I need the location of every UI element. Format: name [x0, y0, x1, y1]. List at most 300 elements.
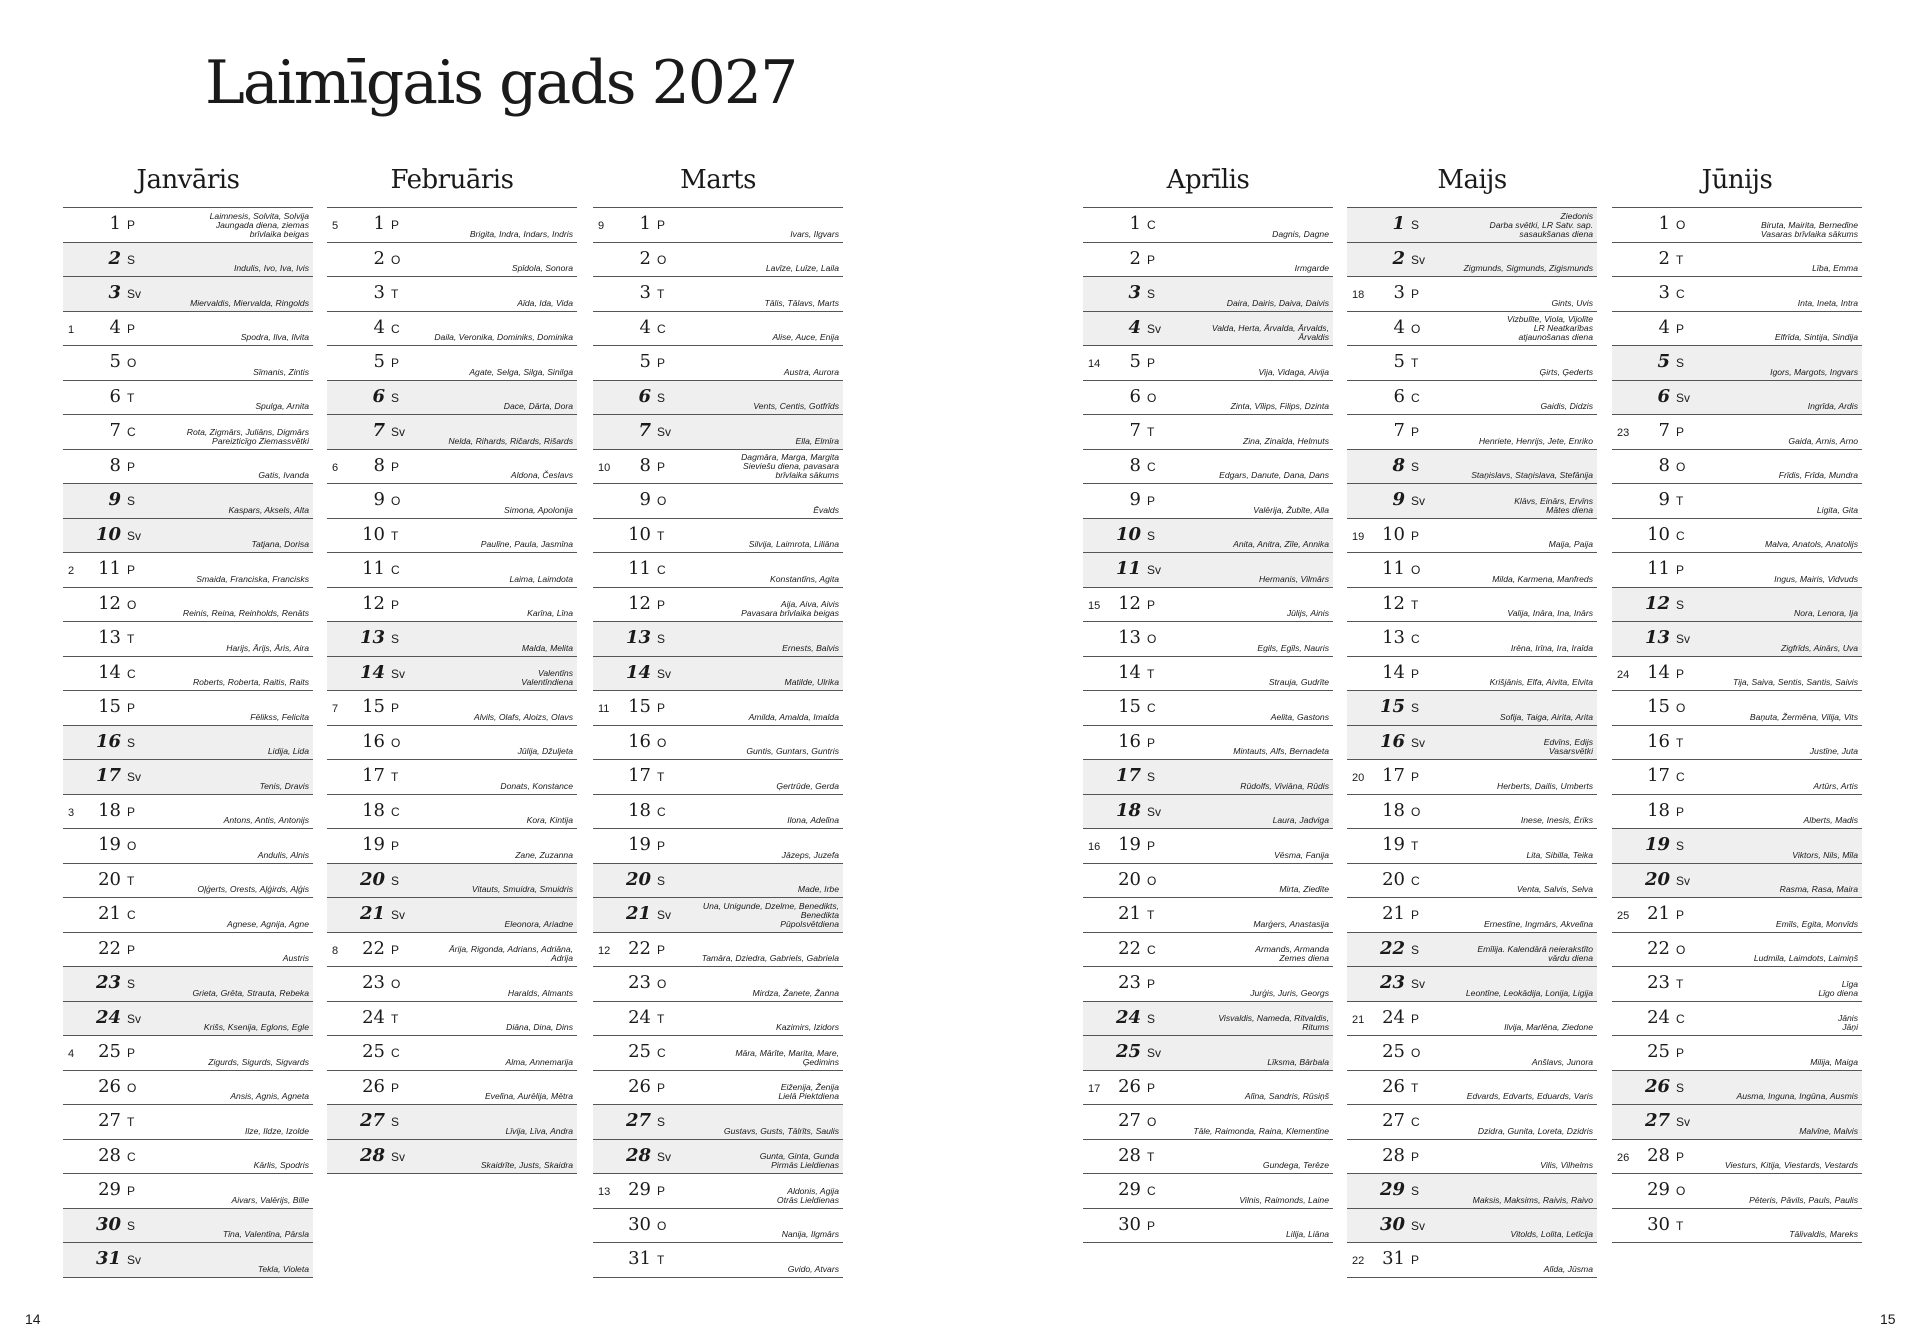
day-number: 15: [98, 696, 121, 717]
weekday-abbr: O: [1676, 218, 1686, 232]
weekday-abbr: O: [127, 839, 137, 853]
day-row: [1347, 933, 1597, 968]
day-number: 15: [628, 696, 651, 717]
name-day-text: Silvija, Laimrota, Liliāna: [748, 539, 839, 549]
day-number: 28: [625, 1144, 651, 1166]
weekday-abbr: S: [657, 390, 666, 405]
weekday-abbr: P: [391, 1080, 400, 1095]
day-number: 20: [359, 868, 385, 890]
weekday-abbr: P: [127, 701, 136, 715]
name-day-text: Tīna, Valentīna, Pārsla: [222, 1229, 309, 1239]
name-day-text: Inta, Ineta, Intra: [1797, 297, 1858, 308]
day-number: 30: [1118, 1213, 1141, 1235]
weekday-abbr: P: [391, 839, 400, 853]
day-row: [593, 795, 843, 830]
week-number: 20: [1352, 772, 1365, 784]
day-number: 8: [373, 454, 385, 476]
month-name: Janvāris: [136, 165, 240, 195]
day-number: 8: [1658, 454, 1670, 476]
day-number: 16: [1647, 730, 1670, 752]
day-row: [593, 1036, 843, 1071]
day-row: [1083, 657, 1333, 692]
day-number: 19: [362, 834, 385, 855]
name-day-text: Ģirts, Ģederts: [1539, 366, 1593, 377]
weekday-abbr: P: [1411, 770, 1420, 784]
weekday-abbr: T: [1411, 356, 1419, 370]
name-day-text: Aldonis, Agija Otrās Lieldienas: [776, 1185, 839, 1205]
day-row: [593, 1243, 843, 1278]
day-number: 19: [1644, 834, 1670, 855]
name-day-text: Marģers, Anastasija: [1253, 918, 1329, 929]
name-day-text: Agnese, Agnija, Agne: [226, 918, 309, 929]
weekday-abbr: P: [1147, 494, 1156, 508]
weekday-abbr: P: [657, 356, 666, 370]
week-number: 1: [68, 323, 75, 336]
day-row: [593, 864, 843, 899]
week-number: 8: [332, 944, 339, 957]
name-day-text: Igors, Margots, Ingvars: [1770, 366, 1858, 377]
day-row: [327, 312, 577, 347]
day-number: 7: [1393, 420, 1405, 441]
day-row: [327, 829, 577, 864]
week-number: 22: [1352, 1255, 1365, 1267]
day-row: [327, 1071, 577, 1106]
day-number: 18: [628, 799, 651, 821]
day-number: 26: [98, 1075, 121, 1097]
weekday-abbr: C: [127, 908, 136, 922]
weekday-abbr: T: [657, 287, 665, 301]
name-day-text: Elfrīda, Sintija, Sindija: [1774, 332, 1858, 342]
day-row: [1347, 657, 1597, 692]
name-day-text: Laura, Jadviga: [1272, 815, 1329, 825]
weekday-abbr: O: [1676, 459, 1686, 474]
day-row: [63, 1209, 313, 1244]
name-day-text: Gints, Uvis: [1551, 297, 1593, 308]
day-row: [593, 933, 843, 968]
page-number-right: 15: [1880, 1311, 1896, 1327]
day-list: [1347, 207, 1597, 1278]
day-row: [1347, 553, 1597, 588]
name-day-text: Tamāra, Dziedra, Gabriels, Gabriela: [701, 953, 839, 963]
day-row: [327, 622, 577, 657]
weekday-abbr: O: [391, 494, 401, 508]
day-number: 6: [109, 385, 121, 407]
weekday-abbr: T: [127, 1115, 135, 1129]
day-number: 18: [362, 799, 385, 821]
name-day-text: Jānis Jāņi: [1837, 1013, 1858, 1032]
name-day-text: Dzidra, Gunita, Loreta, Dzidris: [1477, 1125, 1593, 1136]
day-row: [1083, 243, 1333, 278]
page-title: Laimīgais gads 2027: [205, 48, 797, 118]
day-number: 17: [628, 765, 651, 786]
weekday-abbr: P: [1147, 1218, 1156, 1233]
day-row: [593, 1105, 843, 1140]
day-number: 3: [1128, 282, 1141, 303]
day-row: [593, 691, 843, 726]
name-day-text: Miervaldis, Miervalda, Ringolds: [190, 297, 309, 308]
day-number: 13: [1644, 627, 1670, 648]
day-number: 28: [1647, 1144, 1670, 1166]
weekday-abbr: P: [1676, 1046, 1685, 1060]
week-number: 15: [1088, 599, 1101, 612]
name-day-text: Viesturs, Kitija, Viestards, Vestards: [1724, 1160, 1858, 1170]
weekday-abbr: P: [391, 597, 400, 612]
weekday-abbr: S: [391, 873, 400, 888]
day-row: [1083, 553, 1333, 588]
name-day-text: Līvija, Līva, Andra: [505, 1125, 573, 1136]
day-row: [593, 1071, 843, 1106]
day-row: [1347, 760, 1597, 795]
day-number: 22: [1647, 937, 1670, 959]
name-day-text: Tālis, Tālavs, Marts: [764, 297, 839, 308]
weekday-abbr: P: [1147, 597, 1156, 612]
day-row: [593, 312, 843, 347]
day-number: 22: [362, 937, 385, 959]
weekday-abbr: P: [391, 459, 400, 474]
weekday-abbr: O: [657, 735, 667, 750]
weekday-abbr: S: [391, 632, 400, 646]
name-day-text: Laimnesis, Solvita, Solvija Jaungada diena, ziemas brīvlaika beigas: [209, 210, 309, 239]
day-number: 26: [1644, 1075, 1670, 1097]
weekday-abbr: T: [127, 390, 135, 405]
name-day-text: Herberts, Dailis, Umberts: [1497, 780, 1593, 791]
day-row: [1347, 1209, 1597, 1244]
day-number: 16: [628, 730, 651, 752]
day-number: 21: [98, 903, 121, 924]
weekday-abbr: T: [391, 528, 399, 543]
week-number: 4: [68, 1048, 75, 1060]
day-row: [593, 657, 843, 692]
day-row: [1083, 1105, 1333, 1140]
day-row: [1083, 933, 1333, 968]
day-row: [1612, 277, 1862, 312]
weekday-abbr: P: [1676, 425, 1685, 439]
day-number: 2: [108, 247, 121, 269]
month-name: Maijs: [1437, 165, 1507, 195]
weekday-abbr: P: [1411, 908, 1420, 922]
day-number: 9: [1392, 489, 1405, 510]
day-number: 25: [1647, 1041, 1670, 1062]
day-number: 2: [1392, 247, 1405, 269]
day-row: [1612, 243, 1862, 278]
name-day-text: Alvils, Olafs, Aloizs, Olavs: [473, 711, 573, 722]
day-row: [1612, 933, 1862, 968]
day-row: [63, 381, 313, 416]
name-day-text: Daila, Veronika, Dominiks, Dominika: [434, 332, 573, 342]
week-number: 23: [1617, 427, 1630, 439]
day-number: 23: [95, 972, 121, 993]
day-row: [327, 243, 577, 278]
name-day-text: Milda, Karmena, Manfreds: [1492, 573, 1593, 584]
name-day-text: Valija, Ināra, Ina, Inārs: [1507, 608, 1593, 618]
day-row: [1083, 277, 1333, 312]
weekday-abbr: P: [391, 356, 400, 370]
day-row: [1083, 1174, 1333, 1209]
day-number: 10: [362, 523, 385, 545]
day-number: 21: [1382, 903, 1405, 924]
weekday-abbr: Sv: [1676, 632, 1691, 646]
day-row: [1083, 484, 1333, 519]
weekday-abbr: Sv: [391, 425, 406, 439]
day-row: [1612, 1140, 1862, 1175]
weekday-abbr: S: [1411, 218, 1420, 232]
weekday-abbr: Sv: [657, 666, 672, 681]
day-number: 24: [628, 1006, 651, 1028]
day-row: [327, 691, 577, 726]
day-number: 24: [1115, 1006, 1141, 1028]
name-day-text: Spīdola, Sonora: [511, 263, 573, 273]
week-number: 11: [598, 703, 610, 715]
day-row: [63, 795, 313, 830]
name-day-text: Guntis, Guntars, Guntris: [746, 746, 839, 756]
name-day-text: Aldona, Česlavs: [510, 470, 573, 480]
weekday-abbr: S: [657, 1115, 666, 1129]
weekday-abbr: S: [127, 1218, 136, 1233]
name-day-text: Tekla, Violeta: [257, 1263, 309, 1274]
day-number: 19: [98, 834, 121, 855]
day-row: [63, 691, 313, 726]
day-number: 7: [638, 420, 651, 441]
day-number: 29: [98, 1179, 121, 1200]
weekday-abbr: T: [391, 1011, 399, 1026]
name-day-text: Alma, Annemarija: [505, 1056, 573, 1067]
weekday-abbr: Sv: [1676, 873, 1691, 888]
weekday-abbr: P: [1676, 804, 1685, 819]
day-row: [593, 415, 843, 450]
weekday-abbr: P: [1147, 356, 1156, 370]
day-row: [1083, 1071, 1333, 1106]
day-row: [327, 208, 577, 243]
name-day-text: Kaspars, Aksels, Alta: [228, 504, 309, 515]
name-day-text: Sofija, Taiga, Airita, Arita: [1499, 711, 1593, 722]
day-row: [1347, 415, 1597, 450]
name-day-text: Emīls, Egita, Monvīds: [1775, 918, 1858, 929]
weekday-abbr: O: [1411, 321, 1421, 336]
weekday-abbr: S: [1676, 597, 1685, 612]
day-number: 26: [1118, 1075, 1141, 1097]
month-name: Februāris: [390, 165, 514, 195]
day-number: 10: [628, 523, 651, 545]
name-day-text: Alīna, Sandris, Rūsiņš: [1244, 1091, 1329, 1101]
weekday-abbr: P: [127, 459, 136, 474]
weekday-abbr: O: [391, 977, 401, 991]
day-number: 5: [109, 351, 121, 372]
day-number: 31: [628, 1248, 651, 1269]
day-row: [1612, 1071, 1862, 1106]
day-row: [63, 415, 313, 450]
week-number: 3: [68, 806, 75, 819]
day-row: [63, 760, 313, 795]
day-row: [63, 1071, 313, 1106]
weekday-abbr: O: [1676, 701, 1686, 715]
day-row: [327, 760, 577, 795]
weekday-abbr: C: [1411, 632, 1420, 646]
name-day-text: Laima, Laimdota: [509, 573, 573, 584]
weekday-abbr: Sv: [1676, 390, 1691, 405]
day-row: [593, 1002, 843, 1037]
day-number: 31: [95, 1248, 121, 1269]
day-number: 24: [95, 1006, 121, 1028]
day-number: 2: [1129, 247, 1141, 269]
day-row: [1612, 450, 1862, 485]
weekday-abbr: S: [391, 390, 400, 405]
name-day-text: Henriete, Henrijs, Jete, Enriko: [1478, 435, 1593, 446]
weekday-abbr: Sv: [657, 908, 672, 922]
day-number: 13: [1382, 627, 1405, 648]
weekday-abbr: P: [1411, 1149, 1420, 1164]
day-number: 30: [1647, 1213, 1670, 1235]
day-row: [63, 208, 313, 243]
name-day-text: Zane, Zuzanna: [515, 849, 573, 860]
week-number: 25: [1617, 910, 1630, 922]
weekday-abbr: C: [1411, 873, 1420, 888]
day-row: [1347, 484, 1597, 519]
name-day-text: Lavīze, Luīze, Laila: [765, 263, 839, 273]
name-day-text: Frīdis, Frīda, Mundra: [1778, 470, 1858, 480]
name-day-text: Made, Irbe: [797, 884, 839, 894]
day-row: [593, 553, 843, 588]
name-day-text: Māra, Mārīte, Marita, Mare, Ģedimins: [735, 1047, 839, 1067]
day-number: 20: [1382, 868, 1405, 890]
weekday-abbr: P: [1411, 425, 1420, 439]
weekday-abbr: C: [657, 1046, 666, 1060]
day-number: 1: [1658, 213, 1670, 234]
day-row: [593, 484, 843, 519]
month-name: Jūnijs: [1701, 165, 1773, 195]
day-row: [593, 1140, 843, 1175]
name-day-text: Dagmāra, Marga, Margita Sieviešu diena, pavasara brīvlaika sākums: [741, 452, 839, 480]
day-number: 7: [1658, 420, 1670, 441]
weekday-abbr: Sv: [127, 1253, 142, 1267]
day-number: 28: [359, 1144, 385, 1166]
name-day-text: Klāvs, Einārs, Ervīns Mātes diena: [1514, 495, 1593, 515]
weekday-abbr: T: [1147, 666, 1155, 681]
month-name: Aprīlis: [1166, 165, 1250, 195]
weekday-abbr: T: [391, 287, 399, 301]
name-day-text: Lilija, Liāna: [1286, 1229, 1329, 1239]
day-row: [1083, 760, 1333, 795]
day-row: [593, 1209, 843, 1244]
day-number: 22: [98, 937, 121, 959]
name-day-text: Brigita, Indra, Indars, Indris: [469, 228, 573, 239]
month-column: [1612, 163, 1862, 1243]
weekday-abbr: T: [657, 770, 665, 784]
day-row: [1347, 726, 1597, 761]
name-day-text: Vija, Vidaga, Aivija: [1258, 366, 1329, 377]
week-number: 12: [598, 944, 611, 957]
day-number: 12: [628, 592, 651, 614]
day-row: [327, 967, 577, 1002]
name-day-text: Amilda, Amalda, Imalda: [748, 711, 839, 722]
weekday-abbr: T: [1147, 908, 1155, 922]
day-number: 18: [1382, 799, 1405, 821]
day-number: 13: [359, 627, 385, 648]
weekday-abbr: T: [1411, 597, 1419, 612]
weekday-abbr: P: [127, 321, 136, 336]
day-number: 27: [1644, 1110, 1670, 1131]
day-row: [63, 933, 313, 968]
weekday-abbr: S: [391, 1115, 400, 1129]
name-day-text: Austra, Aurora: [783, 366, 839, 377]
day-number: 3: [108, 282, 121, 303]
weekday-abbr: P: [657, 1080, 666, 1095]
day-row: [63, 1243, 313, 1278]
day-row: [1612, 381, 1862, 416]
week-number: 16: [1088, 841, 1101, 853]
day-row: [63, 864, 313, 899]
day-number: 24: [1382, 1006, 1405, 1028]
weekday-abbr: P: [1411, 666, 1420, 681]
day-number: 9: [108, 489, 121, 510]
weekday-abbr: S: [1147, 1011, 1156, 1026]
day-row: [593, 726, 843, 761]
name-day-text: Jūlija, Džuljeta: [517, 746, 573, 756]
name-day-text: Lita, Sibilla, Teika: [1526, 849, 1593, 860]
weekday-abbr: Sv: [1411, 494, 1426, 508]
weekday-abbr: Sv: [1147, 804, 1162, 819]
day-number: 31: [1382, 1248, 1405, 1269]
day-number: 1: [109, 213, 121, 234]
name-day-text: Harijs, Ārijs, Āris, Aira: [226, 642, 309, 653]
weekday-abbr: Sv: [1411, 977, 1426, 991]
name-day-text: Kārlis, Spodris: [253, 1160, 309, 1170]
day-number: 30: [95, 1213, 121, 1235]
month-column: [327, 163, 577, 1174]
day-row: [1612, 898, 1862, 933]
day-row: [63, 898, 313, 933]
name-day-text: Tālivaldis, Mareks: [1789, 1229, 1858, 1239]
weekday-abbr: Sv: [127, 287, 142, 301]
day-number: 6: [372, 385, 385, 407]
name-day-text: Biruta, Mairita, Bernedīne Vasaras brīvlaika sākums: [1760, 219, 1858, 239]
name-day-text: Gaidis, Didzis: [1540, 401, 1593, 411]
weekday-abbr: O: [1147, 632, 1157, 646]
day-number: 2: [373, 247, 385, 269]
week-number: 6: [332, 461, 339, 474]
day-row: [327, 553, 577, 588]
day-row: [1347, 1243, 1597, 1278]
day-row: [327, 381, 577, 416]
weekday-abbr: Sv: [1411, 735, 1426, 750]
day-row: [593, 277, 843, 312]
name-day-text: Zinta, Vīlips, Filips, Dzinta: [1230, 401, 1329, 411]
weekday-abbr: S: [1676, 1080, 1685, 1095]
weekday-abbr: P: [127, 218, 136, 232]
weekday-abbr: P: [1147, 977, 1156, 991]
name-day-text: Gustavs, Gusts, Tālrīts, Saulis: [723, 1125, 839, 1136]
name-day-text: Dace, Dārta, Dora: [503, 401, 573, 411]
name-day-text: Ģertrūde, Gerda: [776, 780, 839, 791]
name-day-text: Haralds, Almants: [507, 987, 573, 998]
day-row: [1612, 829, 1862, 864]
day-row: [63, 484, 313, 519]
weekday-abbr: O: [1411, 1046, 1421, 1060]
weekday-abbr: C: [391, 321, 400, 336]
weekday-abbr: C: [391, 563, 400, 577]
weekday-abbr: C: [127, 425, 136, 439]
name-day-text: Lība, Emma: [1812, 263, 1858, 273]
day-number: 11: [362, 558, 385, 579]
page-number-left: 14: [25, 1311, 41, 1327]
name-day-text: Vitauts, Smuidra, Smuidris: [471, 884, 573, 894]
weekday-abbr: O: [127, 356, 137, 370]
weekday-abbr: O: [657, 1218, 667, 1233]
day-row: [1612, 1105, 1862, 1140]
name-day-text: Spulga, Arnita: [255, 401, 309, 411]
name-day-text: Gaida, Arnis, Arno: [1788, 435, 1858, 446]
day-number: 20: [625, 868, 651, 890]
name-day-text: Kazimirs, Izidors: [775, 1022, 839, 1032]
